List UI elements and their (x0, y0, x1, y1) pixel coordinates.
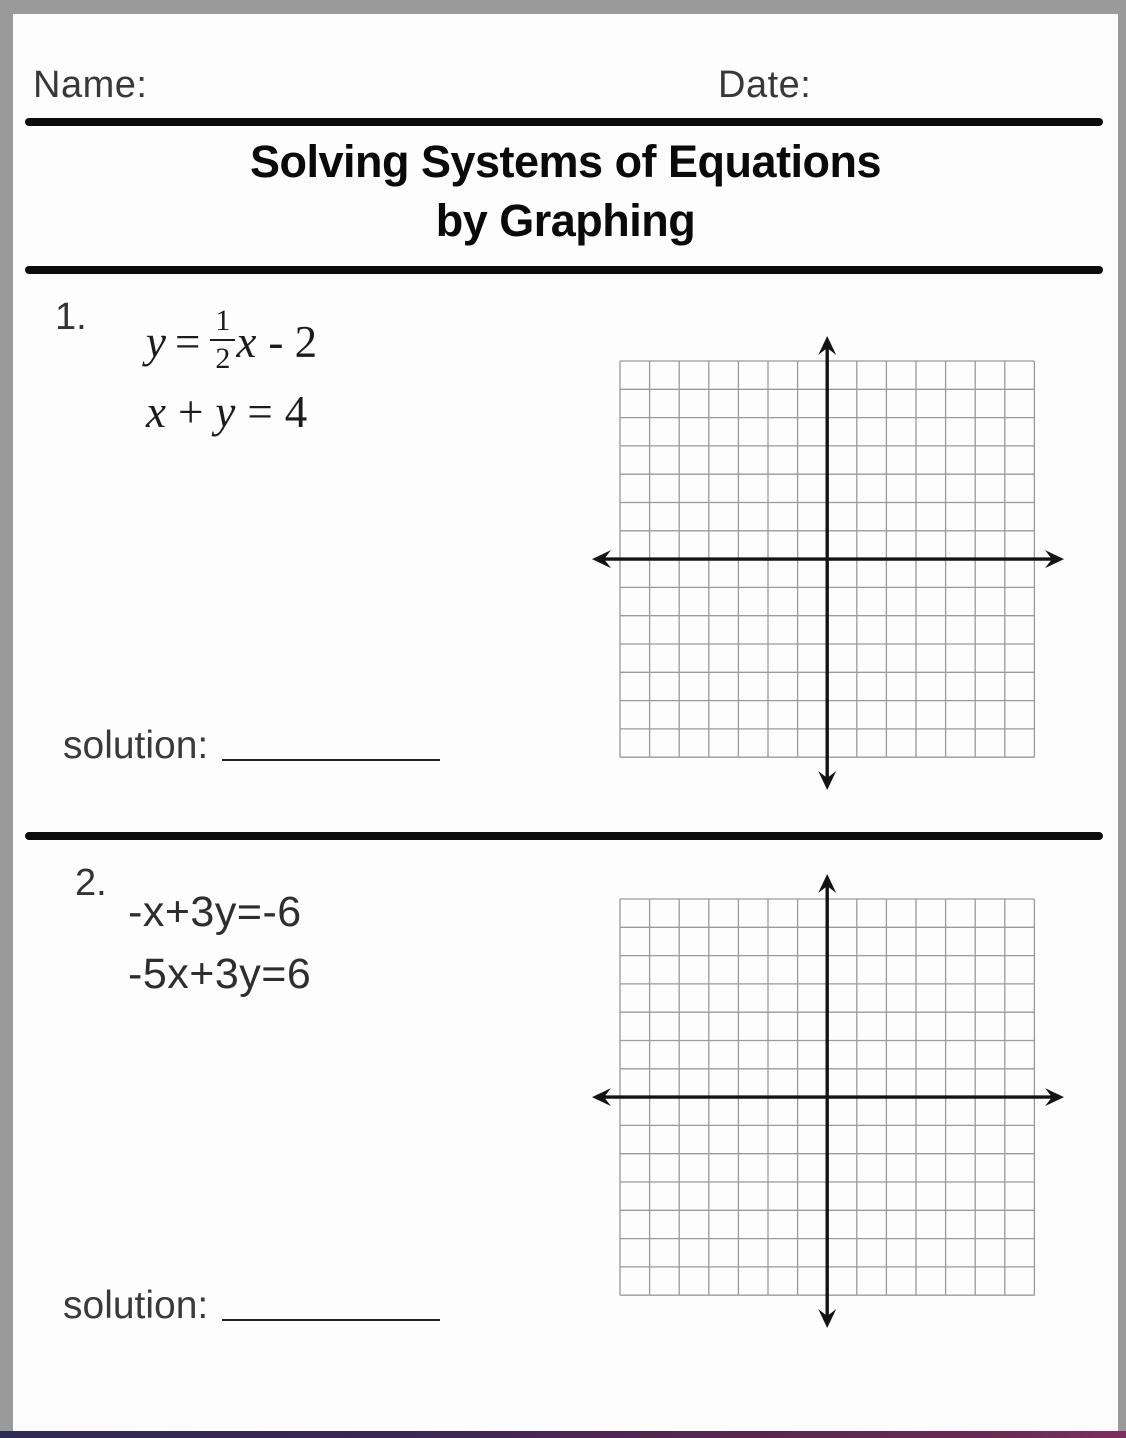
minus-two: - 2 (268, 317, 318, 367)
divider-top (25, 118, 1103, 126)
variable-y: y (215, 387, 236, 437)
name-label: Name: (33, 64, 148, 106)
fraction-denominator: 2 (210, 339, 235, 374)
date-label: Date: (718, 64, 812, 106)
coordinate-grid-2 (580, 870, 1076, 1332)
value-four: 4 (284, 387, 308, 437)
problem-2-equation-2: -5x+3y=6 (128, 950, 312, 998)
bottom-color-bar (0, 1431, 1126, 1438)
problem-2-equation-1: -x+3y=-6 (128, 888, 302, 936)
fraction-numerator: 1 (215, 304, 231, 337)
variable-y: y (146, 317, 166, 367)
problem-1-equation-1 (146, 304, 318, 376)
title-line-1: Solving Systems of Equations (249, 136, 882, 187)
plus-sign: + (177, 387, 204, 437)
solution-2-label: solution: (63, 1284, 209, 1327)
solution-2-blank (222, 1317, 440, 1321)
equals-sign: = (247, 387, 273, 437)
solution-1-label: solution: (63, 724, 209, 767)
solution-1-row (63, 724, 440, 768)
problem-1-equation-2 (146, 386, 307, 438)
worksheet-page (13, 14, 1118, 1431)
divider-under-title (25, 266, 1103, 274)
solution-2-row (63, 1284, 440, 1328)
solution-1-blank (222, 757, 440, 761)
problem-1-number: 1. (55, 296, 87, 338)
coordinate-grid-1 (580, 332, 1076, 794)
worksheet-title (13, 132, 1118, 250)
variable-x: x (236, 317, 257, 367)
variable-x: x (146, 387, 166, 437)
fraction-one-half (210, 306, 235, 374)
divider-middle (25, 832, 1103, 840)
title-line-2: by Graphing (435, 195, 696, 246)
problem-2-number: 2. (75, 862, 107, 904)
equals-sign: = (174, 317, 201, 367)
